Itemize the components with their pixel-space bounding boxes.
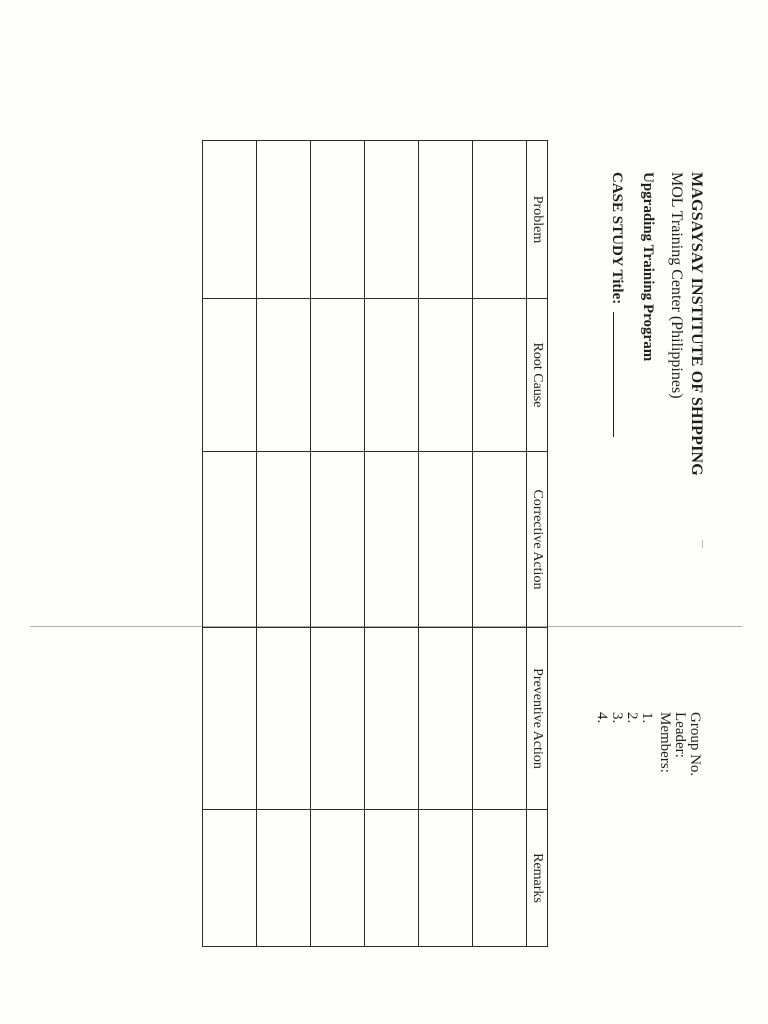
table-cell[interactable] <box>203 299 257 452</box>
table-cell[interactable] <box>311 628 365 810</box>
table-cell[interactable] <box>365 810 419 947</box>
table-cell[interactable] <box>311 452 365 628</box>
table-cell[interactable] <box>203 141 257 299</box>
table-cell[interactable] <box>203 452 257 628</box>
table-row <box>473 141 527 947</box>
table-cell[interactable] <box>311 299 365 452</box>
member-item: 3. <box>609 712 625 724</box>
table-cell[interactable] <box>311 141 365 299</box>
table-cell[interactable] <box>419 141 473 299</box>
members-label: Members: <box>657 712 673 773</box>
column-header-problem: Problem <box>527 141 548 299</box>
table-row <box>203 141 257 947</box>
table-cell[interactable] <box>419 810 473 947</box>
column-header-preventive-action: Preventive Action <box>527 628 548 810</box>
member-item: 1. <box>639 712 655 724</box>
table-cell[interactable] <box>257 141 311 299</box>
table-row <box>419 141 473 947</box>
table-cell[interactable] <box>365 628 419 810</box>
table-header-row <box>527 141 548 947</box>
leader-label: Leader: <box>672 712 688 758</box>
table-cell[interactable] <box>365 141 419 299</box>
institute-name: MAGSAYSAY INSTITUTE OF SHIPPING <box>688 172 705 476</box>
case-study-table <box>202 140 548 947</box>
program-name: Upgrading Training Program <box>640 172 656 362</box>
table-cell[interactable] <box>365 299 419 452</box>
table-cell[interactable] <box>311 810 365 947</box>
table-cell[interactable] <box>257 810 311 947</box>
table-cell[interactable] <box>257 452 311 628</box>
table-cell[interactable] <box>257 628 311 810</box>
table-cell[interactable] <box>473 141 527 299</box>
table-cell[interactable] <box>473 628 527 810</box>
member-item: 4. <box>594 712 610 724</box>
table-row <box>311 141 365 947</box>
column-header-corrective-action: Corrective Action <box>527 452 548 628</box>
group-no-label: Group No. <box>687 712 703 777</box>
training-center-name: MOL Training Center (Philippines) <box>668 172 685 399</box>
form-header <box>607 172 706 672</box>
table-cell[interactable] <box>419 299 473 452</box>
column-header-root-cause: Root Cause <box>527 299 548 452</box>
table-cell[interactable] <box>419 452 473 628</box>
table-cell[interactable] <box>473 810 527 947</box>
table-cell[interactable] <box>473 452 527 628</box>
table-cell[interactable] <box>473 299 527 452</box>
column-header-remarks: Remarks <box>527 810 548 947</box>
table-cell[interactable] <box>203 810 257 947</box>
table-row <box>365 141 419 947</box>
case-study-title-row <box>607 172 628 672</box>
table-cell[interactable] <box>419 628 473 810</box>
table-row <box>257 141 311 947</box>
table-cell[interactable] <box>203 628 257 810</box>
table-cell[interactable] <box>257 299 311 452</box>
table-cell[interactable] <box>365 452 419 628</box>
case-study-title-blank[interactable] <box>613 312 628 437</box>
case-study-title-label: CASE STUDY Title: <box>609 172 625 305</box>
group-info <box>594 712 702 892</box>
member-item: 2. <box>624 712 640 724</box>
members-list <box>594 712 654 892</box>
